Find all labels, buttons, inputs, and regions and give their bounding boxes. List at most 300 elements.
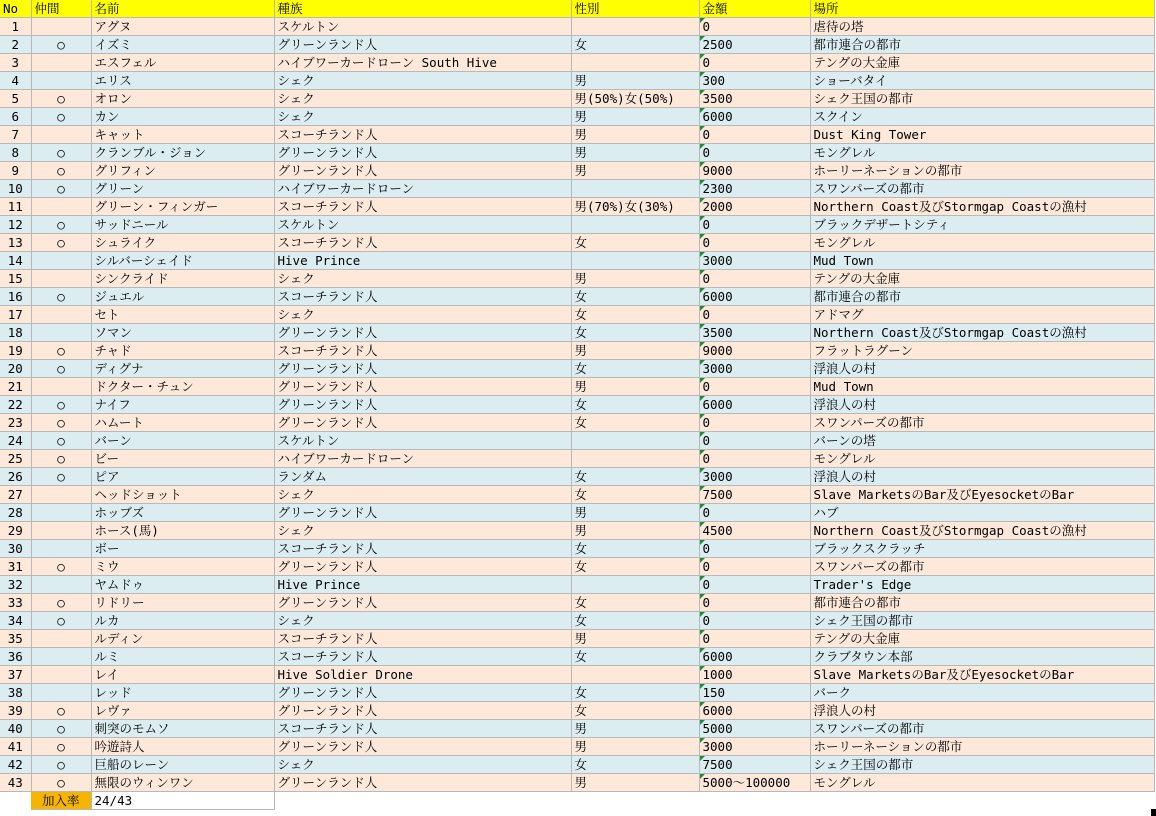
cell-price[interactable]: 1000	[699, 666, 810, 684]
cell-party[interactable]: ○	[31, 342, 91, 360]
cell-price[interactable]: 0	[699, 378, 810, 396]
cell-place[interactable]: ショーバタイ	[810, 72, 1154, 90]
cell-race[interactable]: グリーンランド人	[274, 504, 571, 522]
cell-gender[interactable]: 男	[571, 504, 699, 522]
cell-gender[interactable]	[571, 450, 699, 468]
cell-gender[interactable]: 女	[571, 594, 699, 612]
cell-no[interactable]: 37	[0, 666, 31, 684]
cell-place[interactable]: スクイン	[810, 108, 1154, 126]
cell-race[interactable]: グリーンランド人	[274, 162, 571, 180]
header-cell-party[interactable]: 仲間	[31, 0, 91, 18]
cell-gender[interactable]: 女	[571, 36, 699, 54]
cell-place[interactable]: モングレル	[810, 234, 1154, 252]
cell-party[interactable]: ○	[31, 36, 91, 54]
header-cell-place[interactable]: 場所	[810, 0, 1154, 18]
cell-party[interactable]	[31, 306, 91, 324]
cell-no[interactable]: 39	[0, 702, 31, 720]
cell-name[interactable]: シンクライド	[91, 270, 274, 288]
cell-party[interactable]: ○	[31, 216, 91, 234]
cell-price[interactable]: 0	[699, 144, 810, 162]
cell-place[interactable]: テングの大金庫	[810, 54, 1154, 72]
cell-price[interactable]: 6000	[699, 288, 810, 306]
cell-gender[interactable]	[571, 252, 699, 270]
cell-gender[interactable]: 男	[571, 144, 699, 162]
cell-race[interactable]: シェク	[274, 108, 571, 126]
cell-party[interactable]: ○	[31, 90, 91, 108]
cell-party[interactable]: ○	[31, 450, 91, 468]
cell-party[interactable]: ○	[31, 738, 91, 756]
cell-race[interactable]: グリーンランド人	[274, 594, 571, 612]
cell-gender[interactable]: 女	[571, 234, 699, 252]
cell-race[interactable]: グリーンランド人	[274, 414, 571, 432]
cell-place[interactable]: Slave MarketsのBar及びEyesocketのBar	[810, 486, 1154, 504]
cell-price[interactable]: 0	[699, 54, 810, 72]
cell-place[interactable]: 浮浪人の村	[810, 396, 1154, 414]
cell-party[interactable]: ○	[31, 774, 91, 792]
cell-gender[interactable]	[571, 216, 699, 234]
cell-name[interactable]: ボー	[91, 540, 274, 558]
cell-no[interactable]: 27	[0, 486, 31, 504]
cell-no[interactable]: 33	[0, 594, 31, 612]
cell-race[interactable]: シェク	[274, 612, 571, 630]
cell-party[interactable]	[31, 324, 91, 342]
cell-price[interactable]: 150	[699, 684, 810, 702]
cell-place[interactable]: テングの大金庫	[810, 270, 1154, 288]
cell-gender[interactable]: 女	[571, 486, 699, 504]
cell-no[interactable]: 10	[0, 180, 31, 198]
cell-name[interactable]: イズミ	[91, 36, 274, 54]
cell-price[interactable]: 7500	[699, 486, 810, 504]
cell-party[interactable]	[31, 630, 91, 648]
cell-gender[interactable]: 男	[571, 720, 699, 738]
cell-price[interactable]: 3500	[699, 90, 810, 108]
cell-party[interactable]: ○	[31, 558, 91, 576]
cell-place[interactable]: スワンパーズの都市	[810, 720, 1154, 738]
header-cell-no[interactable]: No	[0, 0, 31, 18]
cell-race[interactable]: スコーチランド人	[274, 342, 571, 360]
cell-price[interactable]: 0	[699, 414, 810, 432]
cell-gender[interactable]: 男(50%)女(50%)	[571, 90, 699, 108]
cell-gender[interactable]: 男	[571, 108, 699, 126]
cell-race[interactable]: グリーンランド人	[274, 396, 571, 414]
cell-party[interactable]: ○	[31, 108, 91, 126]
cell-name[interactable]: 刺突のモムソ	[91, 720, 274, 738]
cell-no[interactable]: 14	[0, 252, 31, 270]
cell-name[interactable]: グリーン	[91, 180, 274, 198]
cell-party[interactable]	[31, 666, 91, 684]
cell-name[interactable]: ビー	[91, 450, 274, 468]
cell-price[interactable]: 2000	[699, 198, 810, 216]
cell-race[interactable]: スケルトン	[274, 18, 571, 36]
cell-no[interactable]: 42	[0, 756, 31, 774]
cell-name[interactable]: 吟遊詩人	[91, 738, 274, 756]
cell-party[interactable]: ○	[31, 612, 91, 630]
cell-name[interactable]: オロン	[91, 90, 274, 108]
cell-gender[interactable]: 女	[571, 540, 699, 558]
cell-price[interactable]: 3000	[699, 360, 810, 378]
cell-gender[interactable]	[571, 54, 699, 72]
cell-gender[interactable]: 女	[571, 648, 699, 666]
cell-no[interactable]: 21	[0, 378, 31, 396]
cell-place[interactable]: 都市連合の都市	[810, 594, 1154, 612]
cell-race[interactable]: スコーチランド人	[274, 126, 571, 144]
cell-no[interactable]: 18	[0, 324, 31, 342]
cell-no[interactable]: 15	[0, 270, 31, 288]
cell-race[interactable]: グリーンランド人	[274, 360, 571, 378]
cell-place[interactable]: 浮浪人の村	[810, 468, 1154, 486]
cell-race[interactable]: シェク	[274, 486, 571, 504]
cell-place[interactable]: Trader's Edge	[810, 576, 1154, 594]
cell-price[interactable]: 6000	[699, 702, 810, 720]
cell-race[interactable]: グリーンランド人	[274, 324, 571, 342]
cell-price[interactable]: 3000	[699, 738, 810, 756]
cell-place[interactable]: スワンパーズの都市	[810, 558, 1154, 576]
cell-gender[interactable]	[571, 666, 699, 684]
cell-place[interactable]: バーク	[810, 684, 1154, 702]
footer-blank-cell[interactable]	[810, 792, 1154, 810]
cell-place[interactable]: ブラックデザートシティ	[810, 216, 1154, 234]
cell-gender[interactable]: 女	[571, 306, 699, 324]
cell-price[interactable]: 0	[699, 504, 810, 522]
cell-gender[interactable]: 女	[571, 324, 699, 342]
cell-price[interactable]: 4500	[699, 522, 810, 540]
cell-race[interactable]: スコーチランド人	[274, 720, 571, 738]
cell-price[interactable]: 0	[699, 270, 810, 288]
cell-place[interactable]: シェク王国の都市	[810, 612, 1154, 630]
cell-gender[interactable]: 女	[571, 468, 699, 486]
cell-race[interactable]: グリーンランド人	[274, 558, 571, 576]
cell-price[interactable]: 0	[699, 234, 810, 252]
join-rate-value[interactable]: 24/43	[91, 792, 274, 810]
cell-name[interactable]: ホッブズ	[91, 504, 274, 522]
cell-name[interactable]: チャド	[91, 342, 274, 360]
cell-name[interactable]: ハムート	[91, 414, 274, 432]
cell-no[interactable]: 43	[0, 774, 31, 792]
footer-blank-cell[interactable]	[699, 792, 810, 810]
join-rate-label[interactable]: 加入率	[31, 792, 91, 810]
cell-party[interactable]: ○	[31, 180, 91, 198]
cell-name[interactable]: 巨船のレーン	[91, 756, 274, 774]
cell-party[interactable]	[31, 54, 91, 72]
cell-name[interactable]: ルミ	[91, 648, 274, 666]
cell-race[interactable]: シェク	[274, 90, 571, 108]
cell-gender[interactable]: 男	[571, 72, 699, 90]
cell-race[interactable]: スコーチランド人	[274, 630, 571, 648]
cell-price[interactable]: 3000	[699, 252, 810, 270]
cell-race[interactable]: スコーチランド人	[274, 288, 571, 306]
cell-name[interactable]: 無限のウィンワン	[91, 774, 274, 792]
cell-race[interactable]: シェク	[274, 306, 571, 324]
cell-place[interactable]: Slave MarketsのBar及びEyesocketのBar	[810, 666, 1154, 684]
cell-no[interactable]: 26	[0, 468, 31, 486]
cell-gender[interactable]: 女	[571, 702, 699, 720]
cell-price[interactable]: 2500	[699, 36, 810, 54]
fill-handle[interactable]	[1151, 809, 1156, 816]
cell-no[interactable]: 22	[0, 396, 31, 414]
cell-gender[interactable]	[571, 180, 699, 198]
cell-no[interactable]: 11	[0, 198, 31, 216]
cell-gender[interactable]: 女	[571, 360, 699, 378]
cell-price[interactable]: 0	[699, 450, 810, 468]
cell-race[interactable]: グリーンランド人	[274, 684, 571, 702]
cell-no[interactable]: 36	[0, 648, 31, 666]
cell-party[interactable]	[31, 270, 91, 288]
header-cell-name[interactable]: 名前	[91, 0, 274, 18]
cell-no[interactable]: 41	[0, 738, 31, 756]
cell-name[interactable]: レヴァ	[91, 702, 274, 720]
cell-party[interactable]	[31, 72, 91, 90]
cell-gender[interactable]: 男	[571, 270, 699, 288]
cell-party[interactable]	[31, 18, 91, 36]
cell-no[interactable]: 40	[0, 720, 31, 738]
footer-blank-cell[interactable]	[274, 792, 571, 810]
cell-party[interactable]: ○	[31, 702, 91, 720]
cell-name[interactable]: キャット	[91, 126, 274, 144]
cell-gender[interactable]: 男	[571, 162, 699, 180]
cell-price[interactable]: 0	[699, 594, 810, 612]
cell-name[interactable]: ヤムドゥ	[91, 576, 274, 594]
cell-race[interactable]: シェク	[274, 270, 571, 288]
cell-party[interactable]: ○	[31, 594, 91, 612]
cell-place[interactable]: テングの大金庫	[810, 630, 1154, 648]
cell-no[interactable]: 16	[0, 288, 31, 306]
cell-gender[interactable]: 女	[571, 396, 699, 414]
cell-name[interactable]: ドクター・チュン	[91, 378, 274, 396]
cell-party[interactable]: ○	[31, 756, 91, 774]
cell-place[interactable]: スワンパーズの都市	[810, 180, 1154, 198]
cell-race[interactable]: グリーンランド人	[274, 702, 571, 720]
cell-no[interactable]: 24	[0, 432, 31, 450]
cell-name[interactable]: エリス	[91, 72, 274, 90]
cell-race[interactable]: Hive Soldier Drone	[274, 666, 571, 684]
cell-race[interactable]: グリーンランド人	[274, 738, 571, 756]
cell-race[interactable]: スコーチランド人	[274, 234, 571, 252]
header-cell-price[interactable]: 金額	[699, 0, 810, 18]
cell-place[interactable]: シェク王国の都市	[810, 756, 1154, 774]
cell-race[interactable]: ハイブワーカードローン	[274, 180, 571, 198]
cell-party[interactable]	[31, 684, 91, 702]
cell-no[interactable]: 28	[0, 504, 31, 522]
cell-price[interactable]: 6000	[699, 648, 810, 666]
cell-place[interactable]: 浮浪人の村	[810, 702, 1154, 720]
cell-name[interactable]: ルカ	[91, 612, 274, 630]
cell-gender[interactable]	[571, 432, 699, 450]
cell-gender[interactable]: 女	[571, 612, 699, 630]
cell-name[interactable]: レイ	[91, 666, 274, 684]
cell-party[interactable]	[31, 522, 91, 540]
cell-no[interactable]: 29	[0, 522, 31, 540]
cell-no[interactable]: 12	[0, 216, 31, 234]
cell-price[interactable]: 0	[699, 558, 810, 576]
cell-place[interactable]: 都市連合の都市	[810, 288, 1154, 306]
cell-price[interactable]: 0	[699, 306, 810, 324]
cell-gender[interactable]: 女	[571, 558, 699, 576]
cell-party[interactable]	[31, 198, 91, 216]
cell-no[interactable]: 13	[0, 234, 31, 252]
cell-price[interactable]: 0	[699, 126, 810, 144]
cell-gender[interactable]	[571, 18, 699, 36]
cell-gender[interactable]: 男	[571, 738, 699, 756]
cell-party[interactable]	[31, 540, 91, 558]
cell-party[interactable]	[31, 576, 91, 594]
cell-race[interactable]: グリーンランド人	[274, 144, 571, 162]
cell-party[interactable]	[31, 648, 91, 666]
cell-party[interactable]: ○	[31, 468, 91, 486]
cell-price[interactable]: 7500	[699, 756, 810, 774]
cell-gender[interactable]: 男	[571, 342, 699, 360]
cell-place[interactable]: モングレル	[810, 450, 1154, 468]
cell-price[interactable]: 0	[699, 216, 810, 234]
cell-place[interactable]: Northern Coast及びStormgap Coastの漁村	[810, 198, 1154, 216]
cell-place[interactable]: ホーリーネーションの都市	[810, 738, 1154, 756]
cell-price[interactable]: 0	[699, 612, 810, 630]
cell-price[interactable]: 3000	[699, 468, 810, 486]
cell-price[interactable]: 3500	[699, 324, 810, 342]
cell-no[interactable]: 1	[0, 18, 31, 36]
cell-party[interactable]: ○	[31, 234, 91, 252]
cell-race[interactable]: スケルトン	[274, 432, 571, 450]
cell-place[interactable]: ブラックスクラッチ	[810, 540, 1154, 558]
cell-name[interactable]: ホース(馬)	[91, 522, 274, 540]
cell-price[interactable]: 0	[699, 540, 810, 558]
cell-price[interactable]: 0	[699, 630, 810, 648]
cell-race[interactable]: シェク	[274, 522, 571, 540]
cell-name[interactable]: ジュエル	[91, 288, 274, 306]
cell-no[interactable]: 2	[0, 36, 31, 54]
cell-name[interactable]: バーン	[91, 432, 274, 450]
cell-place[interactable]: フラットラグーン	[810, 342, 1154, 360]
cell-race[interactable]: グリーンランド人	[274, 36, 571, 54]
cell-no[interactable]: 30	[0, 540, 31, 558]
cell-gender[interactable]: 男	[571, 522, 699, 540]
cell-place[interactable]: クラブタウン本部	[810, 648, 1154, 666]
cell-no[interactable]: 34	[0, 612, 31, 630]
cell-place[interactable]: Northern Coast及びStormgap Coastの漁村	[810, 522, 1154, 540]
cell-place[interactable]: ハブ	[810, 504, 1154, 522]
cell-name[interactable]: エスフェル	[91, 54, 274, 72]
cell-name[interactable]: グリフィン	[91, 162, 274, 180]
cell-party[interactable]: ○	[31, 414, 91, 432]
cell-place[interactable]: 浮浪人の村	[810, 360, 1154, 378]
cell-party[interactable]: ○	[31, 396, 91, 414]
cell-name[interactable]: ディグナ	[91, 360, 274, 378]
cell-place[interactable]: スワンパーズの都市	[810, 414, 1154, 432]
cell-place[interactable]: 都市連合の都市	[810, 36, 1154, 54]
cell-gender[interactable]: 女	[571, 684, 699, 702]
cell-price[interactable]: 6000	[699, 108, 810, 126]
cell-price[interactable]: 2300	[699, 180, 810, 198]
cell-no[interactable]: 25	[0, 450, 31, 468]
cell-place[interactable]: モングレル	[810, 144, 1154, 162]
cell-no[interactable]: 20	[0, 360, 31, 378]
cell-gender[interactable]: 男(70%)女(30%)	[571, 198, 699, 216]
cell-price[interactable]: 6000	[699, 396, 810, 414]
cell-place[interactable]: バーンの塔	[810, 432, 1154, 450]
cell-name[interactable]: シルバーシェイド	[91, 252, 274, 270]
cell-party[interactable]	[31, 378, 91, 396]
cell-race[interactable]: シェク	[274, 756, 571, 774]
cell-no[interactable]: 19	[0, 342, 31, 360]
cell-party[interactable]	[31, 486, 91, 504]
cell-party[interactable]: ○	[31, 360, 91, 378]
cell-race[interactable]: シェク	[274, 72, 571, 90]
cell-party[interactable]	[31, 252, 91, 270]
cell-race[interactable]: スコーチランド人	[274, 540, 571, 558]
cell-name[interactable]: セト	[91, 306, 274, 324]
cell-name[interactable]: グリーン・フィンガー	[91, 198, 274, 216]
cell-race[interactable]: ランダム	[274, 468, 571, 486]
footer-blank-cell[interactable]	[0, 792, 31, 810]
cell-name[interactable]: ナイフ	[91, 396, 274, 414]
cell-gender[interactable]: 男	[571, 126, 699, 144]
cell-gender[interactable]: 女	[571, 288, 699, 306]
cell-no[interactable]: 4	[0, 72, 31, 90]
cell-no[interactable]: 32	[0, 576, 31, 594]
header-cell-gender[interactable]: 性別	[571, 0, 699, 18]
cell-name[interactable]: ミウ	[91, 558, 274, 576]
cell-place[interactable]: シェク王国の都市	[810, 90, 1154, 108]
cell-no[interactable]: 7	[0, 126, 31, 144]
cell-place[interactable]: モングレル	[810, 774, 1154, 792]
cell-price[interactable]: 0	[699, 432, 810, 450]
cell-place[interactable]: Northern Coast及びStormgap Coastの漁村	[810, 324, 1154, 342]
cell-gender[interactable]: 女	[571, 756, 699, 774]
cell-price[interactable]: 9000	[699, 162, 810, 180]
cell-place[interactable]: Dust King Tower	[810, 126, 1154, 144]
cell-no[interactable]: 5	[0, 90, 31, 108]
cell-place[interactable]: ホーリーネーションの都市	[810, 162, 1154, 180]
cell-name[interactable]: ヘッドショット	[91, 486, 274, 504]
cell-race[interactable]: ハイブワーカードローン South Hive	[274, 54, 571, 72]
cell-place[interactable]: 虐待の塔	[810, 18, 1154, 36]
cell-price[interactable]: 5000	[699, 720, 810, 738]
cell-price[interactable]: 9000	[699, 342, 810, 360]
cell-price[interactable]: 0	[699, 576, 810, 594]
cell-name[interactable]: クランブル・ジョン	[91, 144, 274, 162]
header-cell-race[interactable]: 種族	[274, 0, 571, 18]
footer-blank-cell[interactable]	[571, 792, 699, 810]
cell-name[interactable]: リドリー	[91, 594, 274, 612]
cell-no[interactable]: 23	[0, 414, 31, 432]
cell-name[interactable]: ルディン	[91, 630, 274, 648]
cell-name[interactable]: ピア	[91, 468, 274, 486]
cell-gender[interactable]: 男	[571, 774, 699, 792]
cell-party[interactable]: ○	[31, 432, 91, 450]
cell-price[interactable]: 5000～100000	[699, 774, 810, 792]
cell-name[interactable]: シュライク	[91, 234, 274, 252]
cell-gender[interactable]: 男	[571, 630, 699, 648]
cell-party[interactable]: ○	[31, 144, 91, 162]
cell-party[interactable]: ○	[31, 288, 91, 306]
cell-no[interactable]: 8	[0, 144, 31, 162]
cell-race[interactable]: グリーンランド人	[274, 774, 571, 792]
cell-gender[interactable]: 男	[571, 378, 699, 396]
cell-race[interactable]: グリーンランド人	[274, 378, 571, 396]
cell-no[interactable]: 6	[0, 108, 31, 126]
cell-race[interactable]: ハイブワーカードローン	[274, 450, 571, 468]
cell-race[interactable]: スコーチランド人	[274, 648, 571, 666]
cell-party[interactable]: ○	[31, 162, 91, 180]
cell-party[interactable]	[31, 504, 91, 522]
cell-name[interactable]: カン	[91, 108, 274, 126]
cell-price[interactable]: 300	[699, 72, 810, 90]
cell-no[interactable]: 9	[0, 162, 31, 180]
cell-name[interactable]: サッドニール	[91, 216, 274, 234]
cell-party[interactable]	[31, 126, 91, 144]
cell-race[interactable]: Hive Prince	[274, 252, 571, 270]
cell-name[interactable]: アグヌ	[91, 18, 274, 36]
cell-no[interactable]: 35	[0, 630, 31, 648]
